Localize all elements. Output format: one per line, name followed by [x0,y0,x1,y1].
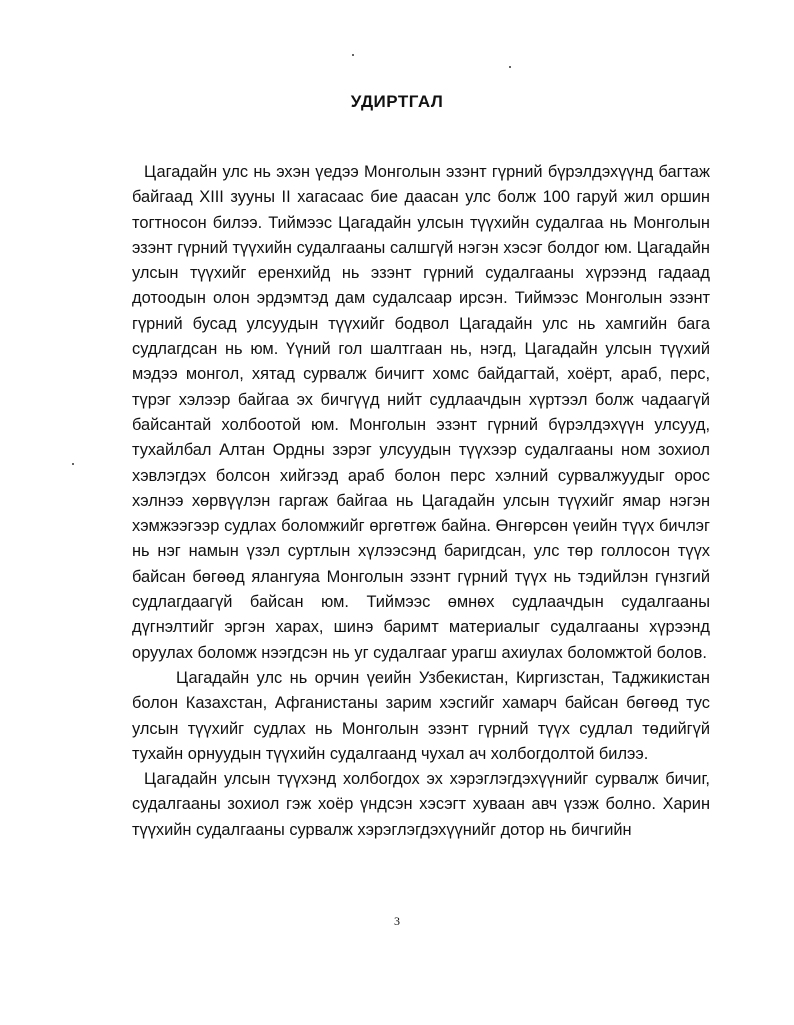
paragraph-2: Цагадайн улс нь орчин үеийн Узбекистан, Киргизстан, Таджикистан болон Казахстан, Афганистаны зарим хэсгийг хамарч байсан бөгөөд тус улсын түүхийг судлах нь Монголын эзэнт гүрний түүх судлал төдийгүй тухайн орнуудын түүхийн судалгаанд чухал ач холбогдолтой билээ. [132,668,710,763]
page-number: 3 [394,914,400,928]
body-text [132,160,710,843]
scan-speck [72,463,74,465]
scan-speck [509,66,511,68]
page-title: УДИРТГАЛ [350,92,444,111]
paragraph-1: Цагадайн улс нь эхэн үедээ Монголын эзэнт гүрний бүрэлдэхүүнд багтаж байгаад XIII зууны II хагасаас бие даасан улс болж 100 гаруй жил оршин тогтносон билээ. Тиймээс Цагадайн улсын түүхийн судалгаа нь Монголын эзэнт гүрний түүхийн судалгааны салшгүй нэгэн хэсэг болдог юм. Цагадайн улсын түүхийг еренхийд нь эзэнт гүрний судалгааны хүрээнд гадаад дотоодын олон эрдэмтэд дам судалсаар ирсэн. Тиймээс Монголын эзэнт гүрний бусад улсуудын түүхийг бодвол Цагадайн улс нь хамгийн бага судлагдсан нь юм. Үүний гол шалтгаан нь, нэгд, Цагадайн улсын түүхий мэдээ монгол, хятад сурвалж бичигт хомс байдагтай, хоёрт, араб, перс, түрэг хэлээр байгаа эх бичгүүд нийт судлаачдын хүртээл болж чадаагүй байсантай холбоотой юм. Монголын эзэнт гүрний бүрэлдэхүүн улсууд, тухайлбал Алтан Ордны зэрэг улсуудын түүхээр судалгааны ном зохиол хэвлэгдэх болсон хийгээд араб болон перс хэлний сурвалжуудыг орос хэлнээ хөрвүүлэн гаргаж байгаа нь Цагадайн улсын түүхийг ямар нэгэн хэмжээгээр судлах боломжийг өргөтгөж байна. Өнгөрсөн үеийн түүх бичлэг нь нэг намын үзэл суртлын хүлээсэнд баригдсан, улс төр голлосон түүх байсан бөгөөд ялангуяа Монголын эзэнт гүрний түүх нь тэдийлэн гүнзгий судлагдаагүй байсан юм. Тиймээс өмнөх судлаачдын судалгааны дүгнэлтийг эргэн харах, шинэ баримт материалыг судалгааны хүрээнд оруулах боломж нээгдсэн нь уг судалгааг урагш ахиулах боломжтой болов. [132,163,710,662]
paragraph-3: Цагадайн улсын түүхэнд холбогдох эх хэрэглэгдэхүүнийг сурвалж бичиг, судалгааны зохиол гэж хоёр үндсэн хэсэгт хуваан авч үзэж болно. Харин түүхийн судалгааны сурвалж хэрэглэгдэхүүнийг дотор нь бичгийн [132,770,710,839]
scan-speck [352,54,354,56]
